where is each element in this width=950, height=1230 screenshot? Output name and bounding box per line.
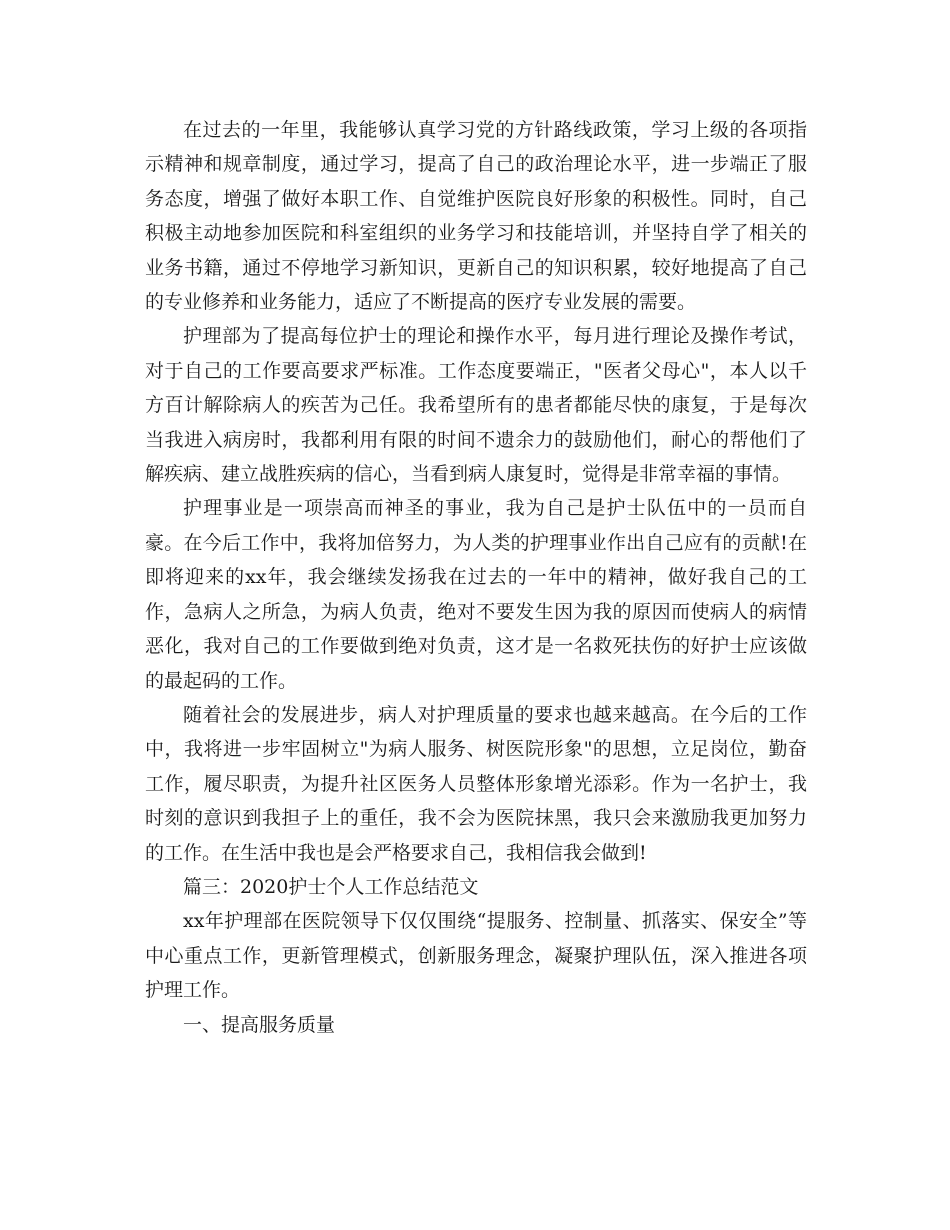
subsection-heading: 一、提高服务质量 [183,1013,336,1036]
paragraph-nursing-career: 护理事业是一项崇高而神圣的事业，我为自己是护士队伍中的一员而自豪。在今后工作中，我将加倍努力，为人类的护理事业作出自己应有的贡献!在即将迎来的xx年，我会继续发扬我在过去的一年中的精神，做好我自己的工作，急病人之所急，为病人负责，绝对不要发生因为我的原因而使病人的病情恶化，我对自己的工作要做到绝对负责，这才是一名救死扶伤的好护士应该做的最起码的工作。 [145,497,807,692]
paragraph-nursing-standards: 护理部为了提高每位护士的理论和操作水平，每月进行理论及操作考试，对于自己的工作要高要求严标准。工作态度要端正，"医者父母心"，本人以千方百计解除病人的疾苦为己任。我希望所有的患者都能尽快的康复，于是每次当我进入病房时，我都利用有限的时间不遗余力的鼓励他们，耐心的帮他们了解疾病、建立战胜疾病的信心，当看到病人康复时，觉得是非常幸福的事情。 [145,325,807,486]
paragraph-social-progress: 随着社会的发展进步，病人对护理质量的要求也越来越高。在今后的工作中，我将进一步牢固树立"为病人服务、树医院形象"的思想，立足岗位，勤奋工作，履尽职责，为提升社区医务人员整体形象增光添彩。作为一名护士，我时刻的意识到我担子上的重任，我不会为医院抹黑，我只会来激励我更加努力的工作。在生活中我也是会严格要求自己，我相信我会做到! [145,703,807,864]
paragraph-nursing-dept: xx年护理部在医院领导下仅仅围绕“提服务、控制量、抓落实、保安全”等中心重点工作，更新管理模式，创新服务理念，凝聚护理队伍，深入推进各项护理工作。 [145,910,807,1002]
paragraph-study: 在过去的一年里，我能够认真学习党的方针路线政策，学习上级的各项指示精神和规章制度，通过学习，提高了自己的政治理论水平，进一步端正了服务态度，增强了做好本职工作、自觉维护医院良好形象的积极性。同时，自己积极主动地参加医院和科室组织的业务学习和技能培训，并坚持自学了相关的业务书籍，通过不停地学习新知识，更新自己的知识积累，较好地提高了自己的专业修养和业务能力，适应了不断提高的医疗专业发展的需要。 [145,119,807,314]
section-heading: 篇三：2020护士个人工作总结范文 [183,875,479,898]
document-body [145,113,807,1042]
